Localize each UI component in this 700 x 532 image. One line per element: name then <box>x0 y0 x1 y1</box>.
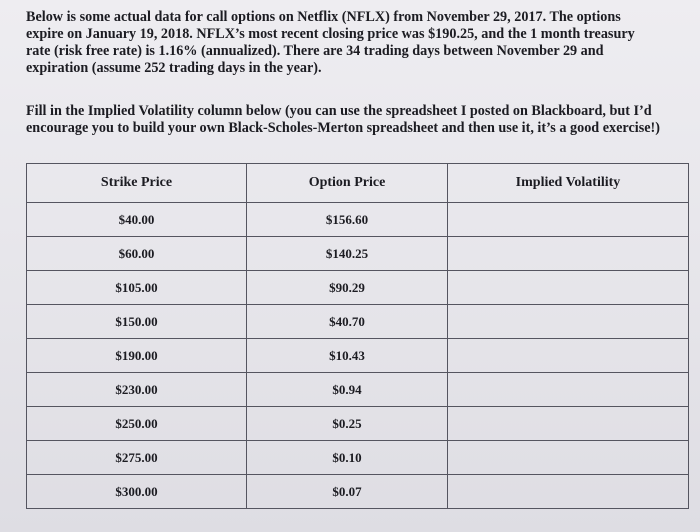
price-cell: $10.43 <box>247 339 448 373</box>
implied-volatility-cell[interactable] <box>448 373 689 407</box>
instructions-paragraph <box>26 103 686 137</box>
strike-cell: $40.00 <box>27 203 247 237</box>
table-row <box>27 441 689 475</box>
price-cell: $0.25 <box>247 407 448 441</box>
intro-line: Below is some actual data for call options on Netflix (NFLX) from November 29, 2017. The options <box>26 9 621 25</box>
price-cell: $0.94 <box>247 373 448 407</box>
implied-volatility-cell[interactable] <box>448 271 689 305</box>
header-implied-volatility: Implied Volatility <box>448 164 689 203</box>
table-row <box>27 407 689 441</box>
table-row <box>27 339 689 373</box>
intro-paragraph <box>26 9 686 77</box>
strike-cell: $190.00 <box>27 339 247 373</box>
implied-volatility-cell[interactable] <box>448 475 689 509</box>
table-row <box>27 305 689 339</box>
intro-line: expiration (assume 252 trading days in the year). <box>26 60 322 76</box>
table-row <box>27 373 689 407</box>
strike-cell: $230.00 <box>27 373 247 407</box>
implied-volatility-cell[interactable] <box>448 203 689 237</box>
table-row <box>27 271 689 305</box>
strike-cell: $250.00 <box>27 407 247 441</box>
table-row <box>27 203 689 237</box>
table-row <box>27 475 689 509</box>
strike-cell: $275.00 <box>27 441 247 475</box>
header-strike-price: Strike Price <box>27 164 247 203</box>
price-cell: $0.07 <box>247 475 448 509</box>
price-cell: $0.10 <box>247 441 448 475</box>
instructions-line: encourage you to build your own Black-Scholes-Merton spreadsheet and then use it, it’s a good exercise!) <box>26 120 660 136</box>
implied-volatility-cell[interactable] <box>448 441 689 475</box>
table-row <box>27 237 689 271</box>
implied-volatility-cell[interactable] <box>448 237 689 271</box>
table-header-row <box>27 164 689 203</box>
instructions-line: Fill in the Implied Volatility column below (you can use the spreadsheet I posted on Blackboard, but I’d <box>26 103 652 119</box>
strike-cell: $60.00 <box>27 237 247 271</box>
price-cell: $40.70 <box>247 305 448 339</box>
implied-volatility-cell[interactable] <box>448 339 689 373</box>
price-cell: $140.25 <box>247 237 448 271</box>
strike-cell: $105.00 <box>27 271 247 305</box>
strike-cell: $150.00 <box>27 305 247 339</box>
options-table <box>26 163 689 509</box>
header-option-price: Option Price <box>247 164 448 203</box>
intro-line: rate (risk free rate) is 1.16% (annualized). There are 34 trading days between November 29 and <box>26 43 604 59</box>
strike-cell: $300.00 <box>27 475 247 509</box>
implied-volatility-cell[interactable] <box>448 407 689 441</box>
price-cell: $156.60 <box>247 203 448 237</box>
price-cell: $90.29 <box>247 271 448 305</box>
intro-line: expire on January 19, 2018. NFLX’s most recent closing price was $190.25, and the 1 month treasury <box>26 26 635 42</box>
implied-volatility-cell[interactable] <box>448 305 689 339</box>
